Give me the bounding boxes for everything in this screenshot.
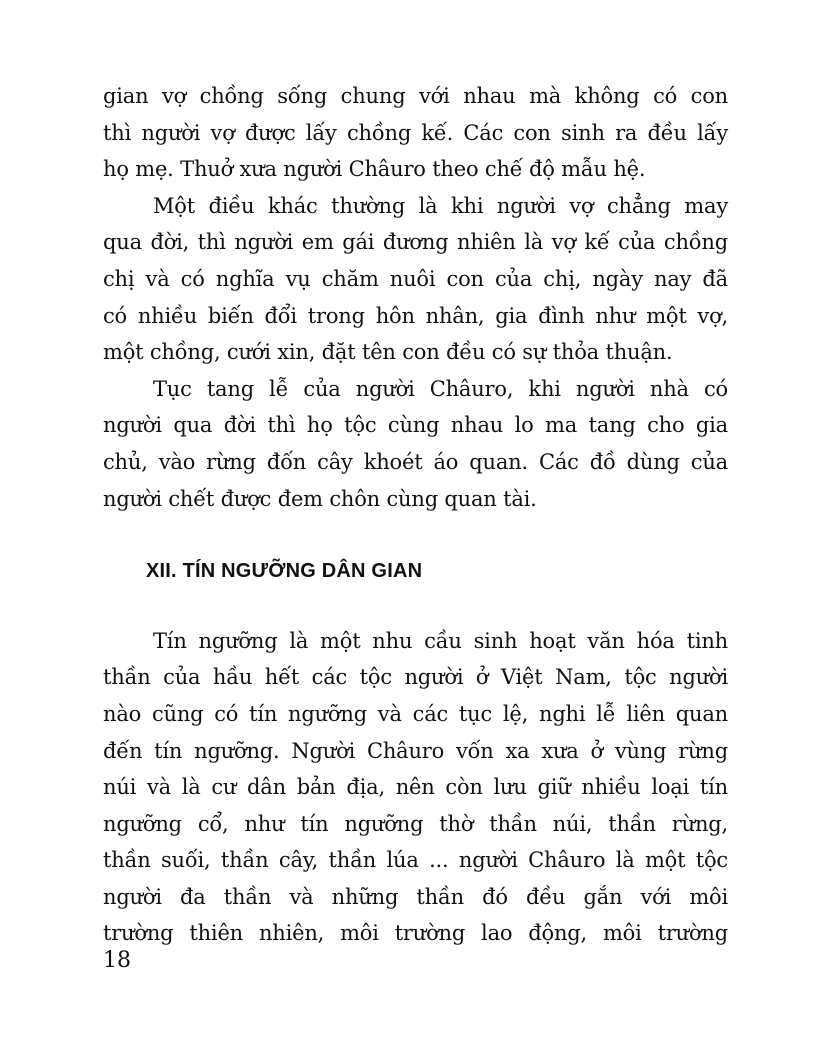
text-line: họ mẹ. Thuở xưa người Châuro theo chế độ mẫu hệ. <box>103 157 646 182</box>
text-line: thì người vợ được lấy chồng kế. Các con sinh ra đều lấy <box>103 120 728 145</box>
page-number: 18 <box>103 948 131 973</box>
text-line: nào cũng có tín ngưỡng và các tục lệ, nghi lễ liên quan <box>103 701 728 726</box>
text-line: chủ, vào rừng đốn cây khoét áo quan. Các đồ dùng của <box>103 449 728 474</box>
text-line: người đa thần và những thần đó đều gắn với môi <box>103 884 728 909</box>
text-line: một chồng, cưới xin, đặt tên con đều có sự thỏa thuận. <box>103 340 673 365</box>
text-line: đến tín ngưỡng. Người Châuro vốn xa xưa ở vùng rừng <box>103 738 728 763</box>
text-line: ngưỡng cổ, như tín ngưỡng thờ thần núi, thần rừng, <box>103 811 728 836</box>
section-heading: XII. TÍN NGƯỠNG DÂN GIAN <box>146 560 423 583</box>
text-line: thần của hầu hết các tộc người ở Việt Nam, tộc người <box>103 665 728 690</box>
text-line: núi và là cư dân bản địa, nên còn lưu giữ nhiều loại tín <box>103 775 728 800</box>
paragraph-folk-beliefs <box>103 623 728 952</box>
text-line: trường thiên nhiên, môi trường lao động, môi trường <box>103 921 728 946</box>
text-line: chị và có nghĩa vụ chăm nuôi con của chị, ngày nay đã <box>103 266 728 291</box>
text-line: Tín ngưỡng là một nhu cầu sinh hoạt văn hóa tinh <box>153 628 728 653</box>
section-spacer <box>103 590 728 623</box>
text-line: Tục tang lễ của người Châuro, khi người nhà có <box>153 376 728 401</box>
text-line: có nhiều biến đổi trong hôn nhân, gia đình như một vợ, <box>103 303 728 328</box>
text-line: qua đời, thì người em gái đương nhiên là vợ kế của chồng <box>103 230 728 255</box>
text-line: gian vợ chồng sống chung với nhau mà không có con <box>103 84 728 108</box>
section-spacer <box>103 517 728 553</box>
text-line: người qua đời thì họ tộc cùng nhau lo ma tang cho gia <box>103 413 728 438</box>
paragraph-funeral-custom <box>103 371 728 517</box>
paragraph-continuation <box>103 78 728 188</box>
page-body <box>103 78 728 952</box>
text-line: thần suối, thần cây, thần lúa ... người Châuro là một tộc <box>103 848 728 873</box>
text-line: Một điều khác thường là khi người vợ chẳng may <box>153 193 728 218</box>
text-line: người chết được đem chôn cùng quan tài. <box>103 486 537 511</box>
paragraph-marriage-custom <box>103 188 728 371</box>
